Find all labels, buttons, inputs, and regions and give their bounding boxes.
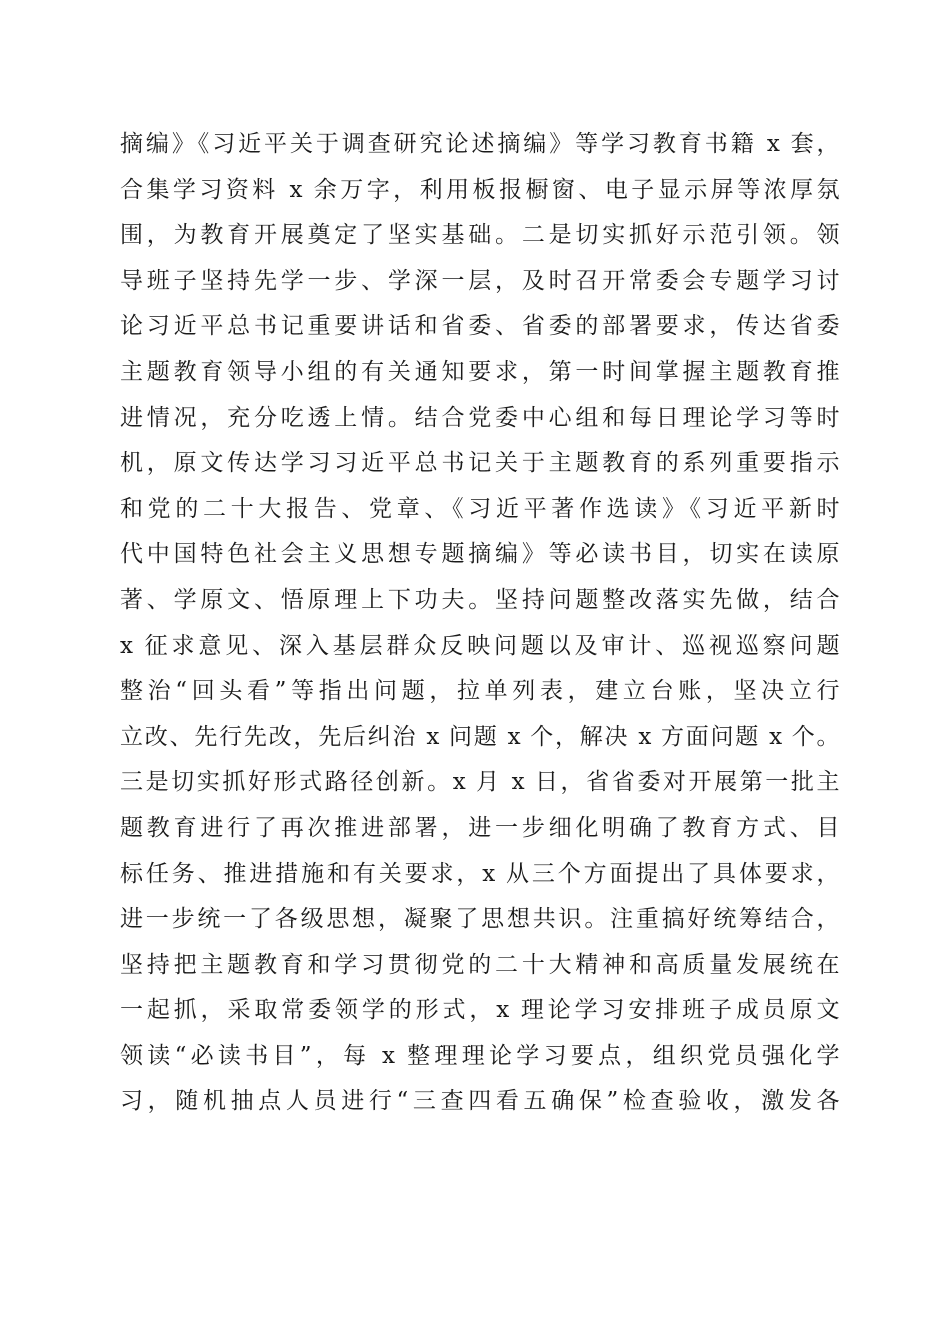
text-line-8: 机，原文传达学习习近平总书记关于主题教育的系列重要指示 (120, 450, 840, 477)
text-line-11: 著、学原文、悟原理上下功夫。坚持问题整改落实先做，结合 (120, 586, 840, 613)
text-line-20: 一起抓，采取常委领学的形式，x 理论学习安排班子成员原文 (120, 997, 840, 1024)
document-body (120, 122, 840, 1125)
text-line-19: 坚持把主题教育和学习贯彻党的二十大精神和高质量发展统在 (120, 951, 840, 978)
text-line-12: x 征求意见、深入基层群众反映问题以及审计、巡视巡察问题 (120, 632, 840, 659)
text-line-22: 习，随机抽点人员进行“三查四看五确保”检查验收，激发各 (120, 1088, 840, 1115)
text-line-7: 进情况，充分吃透上情。结合党委中心组和每日理论学习等时 (120, 404, 840, 431)
text-line-18: 进一步统一了各级思想，凝聚了思想共识。注重搞好统筹结合， (120, 906, 840, 933)
text-line-17: 标任务、推进措施和有关要求，x 从三个方面提出了具体要求， (120, 860, 840, 887)
text-line-9: 和党的二十大报告、党章、《习近平著作选读》《习近平新时 (120, 495, 840, 522)
text-line-13: 整治“回头看”等指出问题，拉单列表，建立台账，坚决立行 (120, 678, 840, 705)
text-line-1: 摘编》《习近平关于调查研究论述摘编》等学习教育书籍 x 套， (120, 131, 840, 157)
text-line-2: 合集学习资料 x 余万字，利用板报橱窗、电子显示屏等浓厚氛 (120, 176, 840, 203)
text-line-5: 论习近平总书记重要讲话和省委、省委的部署要求，传达省委 (120, 313, 840, 340)
text-line-6: 主题教育领导小组的有关通知要求，第一时间掌握主题教育推 (120, 358, 840, 385)
text-line-10: 代中国特色社会主义思想专题摘编》等必读书目，切实在读原 (120, 541, 840, 568)
text-line-4: 导班子坚持先学一步、学深一层，及时召开常委会专题学习讨 (120, 267, 840, 294)
text-line-16: 题教育进行了再次推进部署，进一步细化明确了教育方式、目 (120, 814, 840, 841)
text-line-3: 围，为教育开展奠定了坚实基础。二是切实抓好示范引领。领 (120, 222, 840, 249)
text-line-14: 立改、先行先改，先后纠治 x 问题 x 个，解决 x 方面问题 x 个。 (120, 723, 840, 750)
text-line-15: 三是切实抓好形式路径创新。x 月 x 日，省省委对开展第一批主 (120, 769, 840, 796)
text-line-21: 领读“必读书目”，每 x 整理理论学习要点，组织党员强化学 (120, 1042, 840, 1069)
